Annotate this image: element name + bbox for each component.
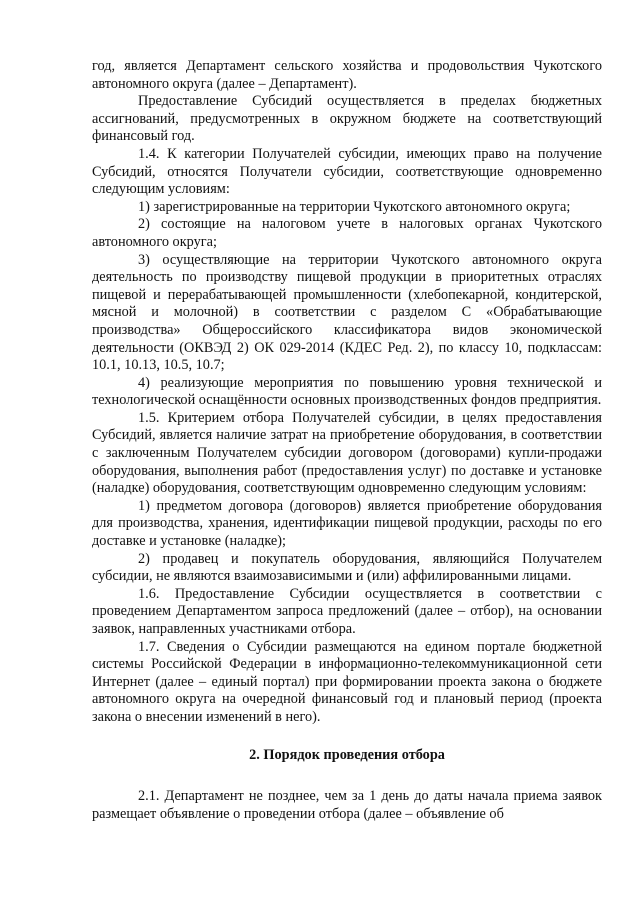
- section-heading: 2. Порядок проведения отбора: [249, 746, 445, 763]
- paragraph: 1.7. Сведения о Субсидии размещаются на едином портале бюджетной системы Российской Федерации в информационно-телекоммуникационной сети Интернет (далее – единый портал) при формировании проекта закона о бюджете автономного округа на очередной финансовый год и плановый период (проекта закона о внесении изменений в него).: [92, 638, 602, 725]
- paragraph: 2) состоящие на налоговом учете в налоговых органах Чукотского автономного округа;: [92, 216, 602, 250]
- paragraph: Предоставление Субсидий осуществляется в пределах бюджетных ассигнований, предусмотренных в окружном бюджете на соответствующий финансовый год.: [92, 93, 602, 145]
- paragraph: 1.4. К категории Получателей субсидии, имеющих право на получение Субсидий, относятся Получатели субсидии, соответствующие одновременно следующим условиям:: [92, 145, 602, 198]
- document-body: [92, 58, 602, 823]
- paragraph: 2.1. Департамент не позднее, чем за 1 день до даты начала приема заявок размещает объявление о проведении отбора (далее – объявление об: [92, 788, 602, 822]
- paragraph: 1) зарегистрированные на территории Чукотского автономного округа;: [138, 198, 571, 215]
- paragraph: 3) осуществляющие на территории Чукотского автономного округа деятельность по производству пищевой продукции в приоритетных отраслях пищевой и перерабатывающей промышленности (хлебопекарной, кондитерской, мясной и молочной) в соответствии с разделом С «Обрабатывающие производства» Общероссийского классификатора видов экономической деятельности (ОКВЭД 2) ОК 029-2014 (КДЕС Ред. 2), по классу 10, подклассам: 10.1, 10.13, 10.5, 10.7;: [92, 251, 602, 374]
- paragraph: 4) реализующие мероприятия по повышению уровня технической и технологической оснащённости основных производственных фондов предприятия.: [92, 374, 602, 409]
- paragraph: год, является Департамент сельского хозяйства и продовольствия Чукотского автономного округа (далее – Департамент).: [92, 58, 602, 92]
- paragraph: 1.5. Критерием отбора Получателей субсидии, в целях предоставления Субсидий, является наличие затрат на приобретение оборудования, в соответствии с заключенным Получателем субсидии договором (договорами) купли-продажи оборудования, выполнения работ (предоставления услуг) по доставке и установке (наладке) оборудования, соответствующим одновременно следующим условиям:: [92, 409, 602, 497]
- paragraph: 2) продавец и покупатель оборудования, являющийся Получателем субсидии, не являются взаимозависимыми и (или) аффилированными лицами.: [92, 550, 602, 585]
- paragraph: 1.6. Предоставление Субсидии осуществляется в соответствии с проведением Департаментом запроса предложений (далее – отбор), на основании заявок, направленных участниками отбора.: [92, 585, 602, 637]
- paragraph: 1) предметом договора (договоров) является приобретение оборудования для производства, хранения, идентификации пищевой продукции, расходы по его доставке и установке (наладке);: [92, 497, 602, 550]
